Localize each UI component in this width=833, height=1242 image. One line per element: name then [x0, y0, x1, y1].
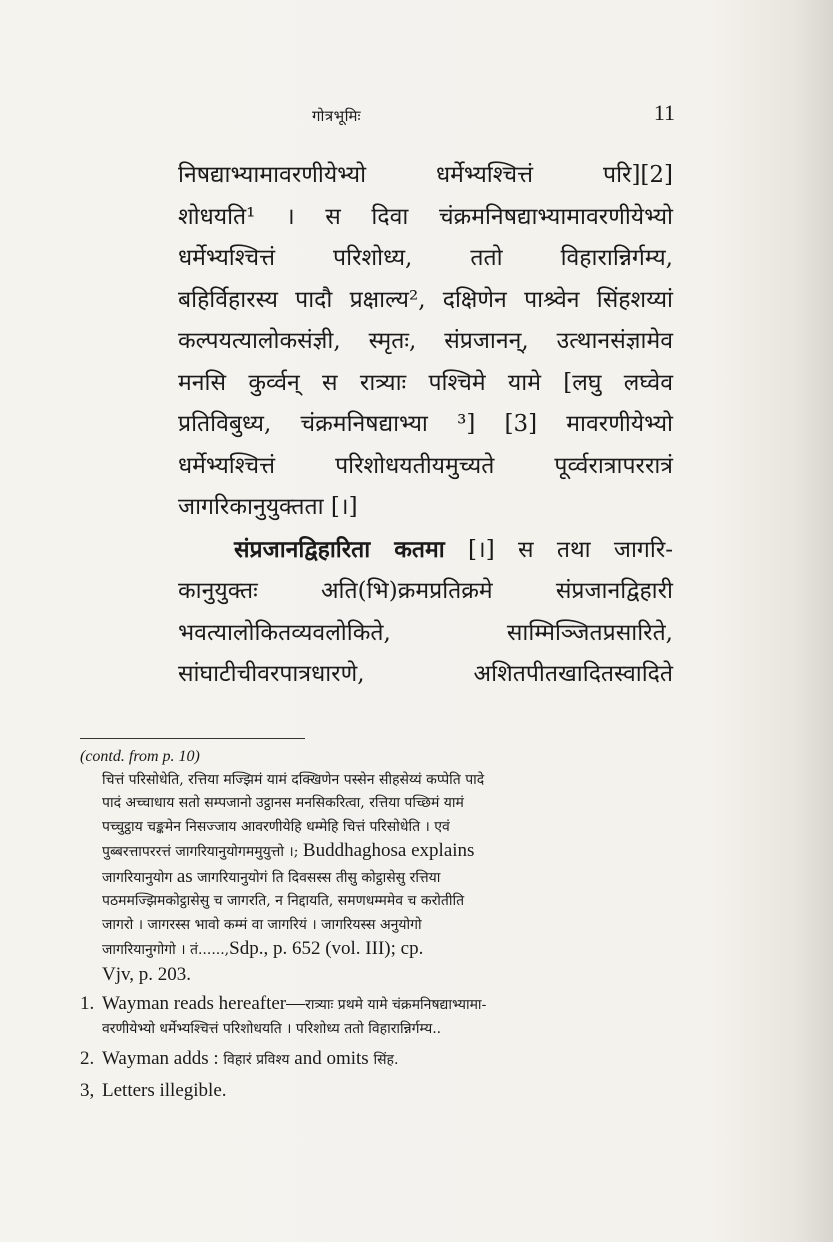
footnote-fragment: विहारं प्रविश्य: [223, 1052, 290, 1068]
footnote-line: [102, 937, 675, 963]
footnote-number: 1.: [80, 993, 95, 1014]
footnotes: [80, 745, 675, 1102]
footnote-fragment: पुब्बरत्तापररत्तं जागरियानुयोगममुयुत्तो ।;: [102, 844, 299, 860]
running-title: गोत्रभूमिः: [312, 107, 362, 125]
text-fragment: [।] स तथा जागरि-: [444, 536, 674, 563]
footnote-fragment: सिंह.: [373, 1052, 399, 1068]
footnote-line: [102, 865, 675, 891]
text-line: कल्पयत्यालोकसंज्ञी, स्मृतः, संप्रजानन्, उत्थानसंज्ञामेव: [178, 328, 673, 354]
page-number: 11: [653, 100, 675, 125]
footnote-fragment: जागरियानुयोगं ति दिवसस्स तीसु कोट्ठासेसु रत्तिया: [197, 869, 441, 886]
section-heading: संप्रजानद्विहारिता कतमा: [234, 535, 445, 563]
page-header: [170, 100, 675, 134]
footnote-fragment: जागरियानुगोगो । तं......,: [102, 942, 230, 958]
text-line: जागरिकानुयुक्तता [।]: [178, 494, 358, 520]
footnote-line: चित्तं परिसोधेति, रत्तिया मज्झिमं यामं दक्खिणेन पस्सेन सीहसेय्यं कप्पेति पादे: [102, 771, 485, 788]
footnote-1: [80, 992, 675, 1041]
footnote-rule: [80, 738, 305, 739]
footnote-number: 2.: [80, 1048, 95, 1069]
text-line: निषद्याभ्यामावरणीयेभ्यो धर्मेभ्यश्चित्तं परि][2]: [178, 162, 673, 188]
footnote-fragment: and omits: [289, 1048, 374, 1069]
footnote-line: पादं अच्चाधाय सतो सम्पजानो उट्ठानस मनसिकरित्वा, रत्तिया पच्छिमं यामं: [102, 795, 464, 811]
footnote-fragment: रात्र्याः प्रथमे यामे चंक्रमनिषद्याभ्यामा-: [305, 997, 487, 1013]
text-line: मनसि कुर्व्वन् स रात्र्याः पश्चिमे यामे [लघु लघ्वेव: [178, 369, 673, 396]
main-text: [178, 155, 673, 696]
text-line: शोधयति¹ । स दिवा चंक्रमनिषद्याभ्यामावरणीयेभ्यो: [178, 203, 673, 230]
footnote-line: वरणीयेभ्यो धर्मेभ्यश्चित्तं परिशोधयति । परिशोध्य ततो विहारान्निर्गम्य..: [102, 1020, 442, 1037]
footnote-line: जागरो । जागरस्स भावो कम्मं वा जागरियं । जागरियस्स अनुयोगो: [102, 916, 422, 933]
text-line: सांघाटीचीवरपात्रधारणे, अशितपीतखादितस्वादिते: [178, 661, 673, 687]
text-line: धर्मेभ्यश्चित्तं परिशोध्य, ततो विहारान्निर्गम्य,: [178, 245, 673, 271]
text-line: बहिर्विहारस्य पादौ प्रक्षाल्य², दक्षिणेन पाश्र्वेन सिंहशय्यां: [178, 286, 673, 313]
text-line: प्रतिविबुध्य, चंक्रमनिषद्याभ्या ³] [3] मावरणीयेभ्यो: [178, 411, 673, 437]
footnote-line: Letters illegible.: [102, 1079, 227, 1101]
text-line: भवत्यालोकितव्यवलोकिते, साम्मिञ्जितप्रसारिते,: [178, 619, 673, 646]
footnote-line: [102, 839, 675, 865]
text-line: कानुयुक्तः अति(भि)क्रमप्रतिक्रमे संप्रजानद्विहारी: [178, 578, 673, 604]
footnote-fragment: Wayman adds :: [102, 1048, 224, 1069]
footnote-2: [80, 1047, 675, 1073]
footnote-continued: [80, 769, 675, 987]
footnote-3: [80, 1079, 675, 1103]
text-line: धर्मेभ्यश्चित्तं परिशोधयतीयमुच्यते पूर्व्वरात्रापररात्रं: [178, 452, 673, 479]
footnote-number: 3,: [80, 1079, 95, 1101]
text-line: [178, 529, 673, 572]
footnote-fragment: Wayman reads hereafter—: [102, 993, 306, 1014]
footnote-continued-label: (contd. from p. 10): [80, 748, 200, 765]
footnote-fragment: जागरियानुयोग: [102, 869, 173, 886]
footnote-line: पच्चुट्ठाय चङ्कमेन निसज्जाय आवरणीयेहि धम्मेहि चित्तं परिसोधेति । एवं: [102, 818, 450, 835]
footnote-line: पठममज्झिमकोट्ठासेसु च जागरति, न निद्दायति, समणधम्ममेव च करोतीति: [102, 893, 465, 909]
footnote-fragment: Buddhaghosa explains: [302, 840, 475, 861]
footnote-fragment: as: [176, 865, 193, 887]
footnote-fragment: Sdp., p. 652 (vol. III); cp.: [229, 938, 424, 959]
footnote-line: Vjv, p. 203.: [102, 963, 192, 985]
